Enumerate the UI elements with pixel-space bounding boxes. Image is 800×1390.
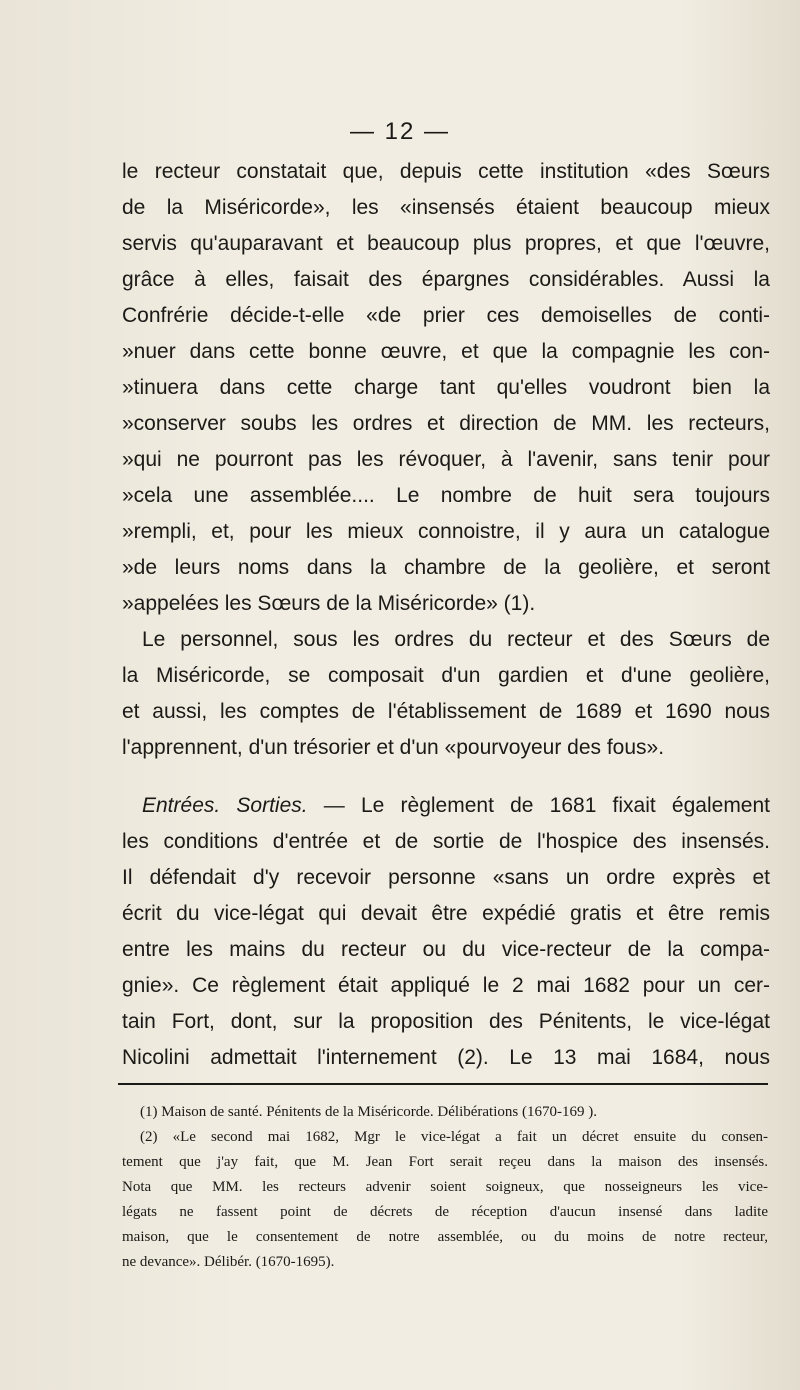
text-line: entre les mains du recteur ou du vice-recteur de la compa- [122, 938, 770, 961]
page-number: — 12 — [349, 118, 451, 145]
text-line: grâce à elles, faisait des épargnes considérables. Aussi la [122, 268, 770, 291]
text-line: Confrérie décide-t-elle «de prier ces demoiselles de conti- [122, 304, 770, 327]
text-line: servis qu'auparavant et beaucoup plus propres, et que l'œuvre, [122, 232, 770, 255]
text-line: et aussi, les comptes de l'établissement de 1689 et 1690 nous [122, 700, 770, 723]
paragraph-3 [122, 788, 770, 1076]
text-line [122, 788, 770, 824]
section-heading: Entrées. Sorties. [142, 794, 308, 817]
heading-line-rest: — Le règlement de 1681 fixait également [307, 794, 771, 817]
text-line: tain Fort, dont, sur la proposition des Pénitents, le vice-légat [122, 1010, 770, 1033]
footnotes [122, 1100, 768, 1275]
footnote-line: (1) Maison de santé. Pénitents de la Miséricorde. Délibérations (1670-169 ). [140, 1104, 597, 1120]
text-line: »qui ne pourront pas les révoquer, à l'avenir, sans tenir pour [122, 448, 770, 471]
text-line: Le personnel, sous les ordres du recteur et des Sœurs de [142, 628, 770, 651]
footnote-line: (2) «Le second mai 1682, Mgr le vice-légat a fait un décret ensuite du consen- [140, 1129, 768, 1145]
text-line: »conserver soubs les ordres et direction de MM. les recteurs, [122, 412, 770, 435]
text-line: Nicolini admettait l'internement (2). Le 13 mai 1684, nous [122, 1046, 770, 1069]
footnote-line: ne devance». Délibér. (1670-1695). [122, 1254, 335, 1270]
text-line: »de leurs noms dans la chambre de la geolière, et seront [122, 556, 770, 579]
text-line: les conditions d'entrée et de sortie de l'hospice des insensés. [122, 830, 770, 853]
footnote-line: tement que j'ay fait, que M. Jean Fort serait reçeu dans la maison des insensés. [122, 1154, 768, 1170]
main-text [122, 154, 770, 1076]
footnote-line: maison, que le consentement de notre assemblée, ou du moins de notre recteur, [122, 1229, 768, 1245]
footnote-line: Nota que MM. les recteurs advenir soient soigneux, que nosseigneurs les vice- [122, 1179, 768, 1195]
paragraph-2 [122, 622, 770, 766]
text-line: écrit du vice-légat qui devait être expédié gratis et être remis [122, 902, 770, 925]
footnote-line: légats ne fassent point de décrets de réception d'aucun insensé dans ladite [122, 1204, 768, 1220]
text-line: »tinuera dans cette charge tant qu'elles voudront bien la [122, 376, 770, 399]
text-line: de la Miséricorde», les «insensés étaient beaucoup mieux [122, 196, 770, 219]
text-line: »nuer dans cette bonne œuvre, et que la compagnie les con- [122, 340, 770, 363]
text-line: le recteur constatait que, depuis cette institution «des Sœurs [122, 160, 770, 183]
text-line: l'apprennent, d'un trésorier et d'un «pourvoyeur des fous». [122, 736, 665, 759]
paragraph-gap [122, 766, 770, 788]
text-line: »rempli, et, pour les mieux connoistre, il y aura un catalogue [122, 520, 770, 543]
text-line: »appelées les Sœurs de la Miséricorde» (1). [122, 592, 536, 615]
text-line: gnie». Ce règlement était appliqué le 2 mai 1682 pour un cer- [122, 974, 770, 997]
text-line: la Miséricorde, se composait d'un gardien et d'une geolière, [122, 664, 770, 687]
text-line: »cela une assemblée.... Le nombre de huit sera toujours [122, 484, 770, 507]
text-line: Il défendait d'y recevoir personne «sans un ordre exprès et [122, 866, 770, 889]
paragraph-1 [122, 154, 770, 622]
footnote-divider [118, 1083, 768, 1085]
